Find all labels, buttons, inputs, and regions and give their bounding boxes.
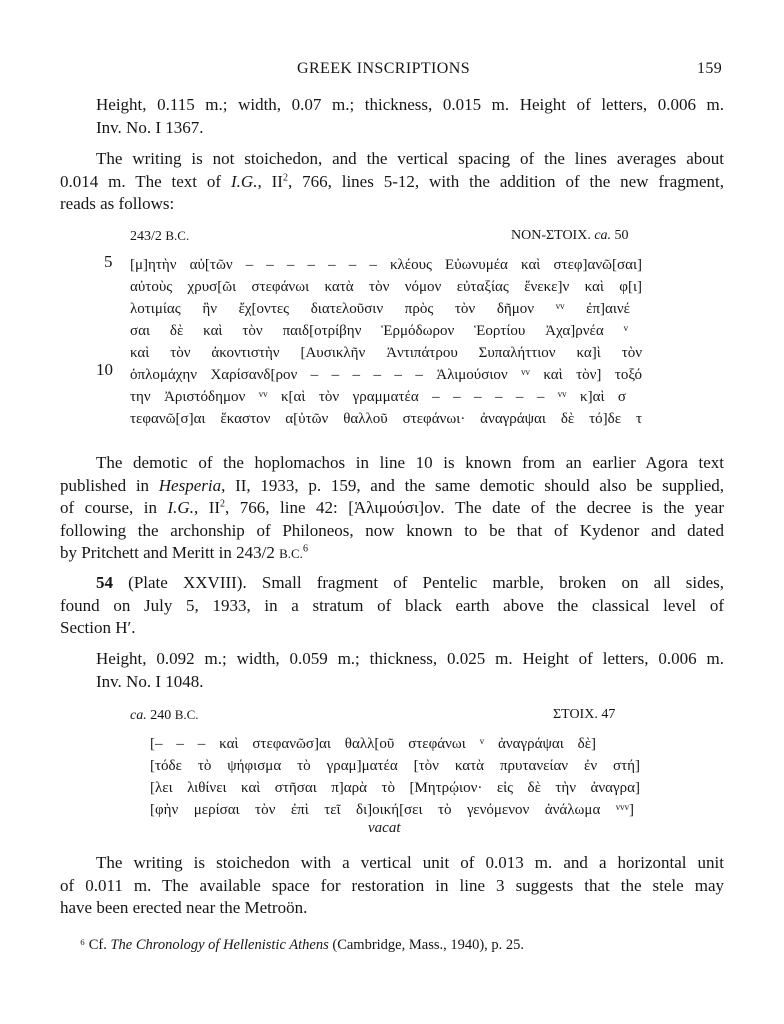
footnote [80,937,524,954]
insc54-desc-line: 54 (Plate XXVIII). Small fragment of Pentelic marble, broken on all sides, [96,573,725,592]
running-title: GREEK INSCRIPTIONS [297,60,470,77]
insc54-description [60,572,724,640]
greek-line: ὁπλομάχην Χαρίσανδ[ρον – – – – – – Ἁλιμούσιον ᵛᵛ καὶ τὸν] τοξό [130,367,642,383]
footnote-mark: ⁶ [80,937,86,953]
greek-line: [φὴν μερίσαι τὸν ἐπὶ τεῖ δι]οική[σει τὸ γενόμενον ἀνάλωμα ᵛᵛᵛ] [150,802,634,818]
commentary-line: of course, in I.G., $II^2$, 766, line 42: [Ἁλιμούσι]ον. The date of the decree is the year [60,498,724,517]
insc54-number: 54 [96,573,113,592]
insc53-format: NON-ΣTOIX. ca. 50 [511,228,629,243]
greek-line: αὐτοὺς χρυσ[ῶι στεφάνωι κατὰ τὸν νόμον εὐταξίας ἕνεκε]ν καὶ φ[ι] [130,279,642,295]
greek-line: τεφανῶ[σ]αι ἕκαστον α[ὐτῶν θαλλοῦ στεφάνωι· ἀναγράψαι δὲ τό]δε τ [130,411,642,427]
insc54-dims-line1: Height, 0.092 m.; width, 0.059 m.; thickness, 0.025 m. Height of letters, 0.006 m. [96,649,724,668]
insc53-dimensions [60,94,724,139]
greek-line: την Ἀριστόδημον ᵛᵛ κ[αὶ τὸν γραμματέα – – – – – – ᵛᵛ κ]αὶ σ [130,389,626,405]
insc54-format: ΣTOIX. 47 [553,707,616,722]
commentary-line: following the archonship of Philoneos, now known to be that of Kydenor and dated [60,520,724,540]
insc54-commentary [60,852,724,920]
insc54-desc-line: found on July 5, 1933, in a stratum of black earth above the classical level of [60,595,724,615]
insc53-commentary [60,452,724,566]
insc53-dims-line1: Height, 0.115 m.; width, 0.07 m.; thickness, 0.015 m. Height of letters, 0.006 m. [96,95,724,114]
greek-line: [τόδε τὸ ψήφισμα τὸ γραμ]ματέα [τὸν κατὰ πρυτανείαν ἐν στή] [150,758,640,774]
greek-line: [– – – καὶ στεφανῶσ]αι θαλλ[οῦ στεφάνωι ᵛ ἀναγράψαι δὲ] [150,736,596,752]
insc53-intro [60,148,724,216]
commentary-line: published in Hesperia, II, 1933, p. 159, and the same demotic should also be supplied, [60,475,724,495]
commentary-line: The demotic of the hoplomachos in line 10 is known from an earlier Agora text [96,453,724,472]
commentary-line: by Pritchett and Meritt in 243/2 B.C.$^6$ [60,543,308,562]
insc54-date: ca. 240 B.C. [130,707,199,723]
insc54-desc-line: Section H′. [60,618,136,637]
insc54-greek-text [150,733,640,821]
greek-line: σαι δὲ καὶ τὸν παιδ[οτρίβην Ἑρμόδωρον Ἑορτίου Ἀχα]ρνέα ᵛ [130,323,628,339]
commentary-line: The writing is stoichedon with a vertical unit of 0.013 m. and a horizontal unit [96,853,724,872]
greek-line: λοτιμίας ἣν ἔχ[οντες διατελοῦσιν πρὸς τὸν δῆμον ᵛᵛ ἐπ]αινέ [130,301,630,317]
insc53-intro-line: 0.014 m. The text of I.G., $II^2$, 766, lines 5-12, with the addition of the new fragment, [60,171,725,191]
insc53-date: 243/2 B.C. [130,228,190,244]
insc54-dims-line2: Inv. No. I 1048. [96,671,204,691]
insc53-dims-line2: Inv. No. I 1367. [96,117,204,137]
insc54-dimensions [60,648,724,693]
footnote-title: The Chronology of Hellenistic Athens [110,937,329,953]
commentary-line: have been erected near the Metroön. [60,898,308,917]
commentary-line: of 0.011 m. The available space for restoration in line 3 suggests that the stele may [60,875,724,895]
greek-line: καὶ τὸν ἀκοντιστὴν [Αυσικλῆν Ἀντιπάτρου Συπαλήττιον κα]ὶ τὸν [130,345,642,361]
page-number: 159 [697,60,723,77]
line-number: 5 [104,252,113,271]
insc53-intro-line: reads as follows: [60,194,175,213]
footnote-prefix: Cf. [88,937,107,953]
greek-line: [μ]ητὴν αὐ[τῶν – – – – – – – κλέους Εὐωνυμέα καὶ στεφ]ανῶ[σαι] [130,257,642,273]
insc53-greek-text [130,254,642,430]
greek-line: [λει λιθίνει καὶ στῆσαι π]αρὰ τὸ [Μητρῴιον· εἰς δὲ τὴν ἀναγρα] [150,780,640,796]
insc53-intro-line: The writing is not stoichedon, and the vertical spacing of the lines averages about [96,149,724,168]
vacat-label: vacat [368,820,401,836]
footnote-rest: (Cambridge, Mass., 1940), p. 25. [332,937,525,953]
line-number: 10 [96,360,113,379]
